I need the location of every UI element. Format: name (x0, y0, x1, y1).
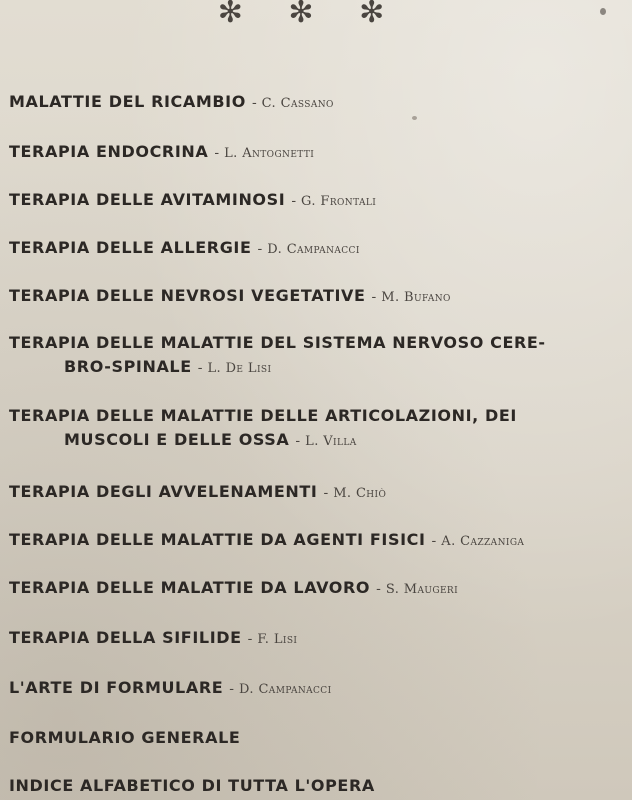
entry-title: TERAPIA DELLE NEVROSI VEGETATIVE (9, 286, 366, 305)
toc-entry (9, 142, 621, 161)
paper-speck (600, 8, 606, 15)
toc-entry (9, 578, 621, 597)
entry-author: L. Villa (305, 434, 357, 449)
entry-separator: - (257, 241, 263, 257)
entry-author: G. Frontali (301, 194, 377, 209)
entry-author: A. Cazzaniga (441, 534, 525, 549)
ornament-text: ✻ ✻ ✻ (217, 0, 403, 30)
toc-entry (9, 776, 621, 795)
entry-author: M. Bufano (381, 290, 451, 305)
entry-title: MALATTIE DEL RICAMBIO (9, 92, 246, 111)
entry-title: TERAPIA DELLE MALATTIE DA LAVORO (9, 578, 371, 597)
toc-entry (9, 333, 621, 376)
ornament-asterisks (0, 0, 632, 28)
toc-entry (9, 482, 621, 501)
toc-entry (9, 238, 621, 257)
entry-title: INDICE ALFABETICO DI TUTTA L'OPERA (9, 776, 375, 795)
toc-entry (9, 286, 621, 305)
entry-author: L. Antognetti (224, 146, 315, 161)
entry-title: TERAPIA DEGLI AVVELENAMENTI (9, 482, 318, 501)
entry-author: M. Chiò (333, 486, 387, 501)
entry-separator: - (371, 289, 377, 305)
entry-author: D. Campanacci (239, 682, 332, 697)
entry-separator: - (251, 95, 257, 111)
entry-title: TERAPIA DELLE ALLERGIE (9, 238, 252, 257)
entry-separator: - (431, 533, 437, 549)
entry-title: FORMULARIO GENERALE (9, 728, 241, 747)
entry-author: S. Maugeri (385, 582, 459, 597)
entry-title-continued: MUSCOLI E DELLE OSSA (64, 430, 290, 449)
entry-separator: - (229, 681, 235, 697)
toc-entry (9, 728, 621, 747)
toc-entry (9, 92, 621, 111)
entry-separator: - (291, 193, 297, 209)
entry-title: TERAPIA DELLE MALATTIE DELLE ARTICOLAZIONI, DEI (9, 406, 517, 425)
toc-entry (9, 530, 621, 549)
toc-entry (9, 628, 621, 647)
entry-title: TERAPIA DELLA SIFILIDE (9, 628, 242, 647)
entry-author: F. Lisi (257, 632, 298, 647)
entry-author: D. Campanacci (267, 242, 360, 257)
entry-title-continued: BRO-SPINALE (64, 357, 192, 376)
entry-author: L. De Lisi (207, 361, 272, 376)
entry-title: L'ARTE DI FORMULARE (9, 678, 224, 697)
entry-title: TERAPIA DELLE AVITAMINOSI (9, 190, 286, 209)
toc-entry (9, 678, 621, 697)
entry-separator: - (247, 631, 253, 647)
entry-title: TERAPIA ENDOCRINA (9, 142, 209, 161)
entry-separator: - (323, 485, 329, 501)
entry-author: C. Cassano (261, 96, 334, 111)
toc-entry (9, 406, 621, 449)
entry-separator: - (295, 433, 301, 449)
entry-separator: - (376, 581, 381, 597)
toc-entry (9, 190, 621, 209)
entry-title: TERAPIA DELLE MALATTIE DA AGENTI FISICI (9, 530, 426, 549)
entry-separator: - (197, 360, 203, 376)
entry-title: TERAPIA DELLE MALATTIE DEL SISTEMA NERVOSO CERE- (9, 333, 546, 352)
paper-speck (412, 116, 417, 120)
entry-separator: - (214, 145, 220, 161)
